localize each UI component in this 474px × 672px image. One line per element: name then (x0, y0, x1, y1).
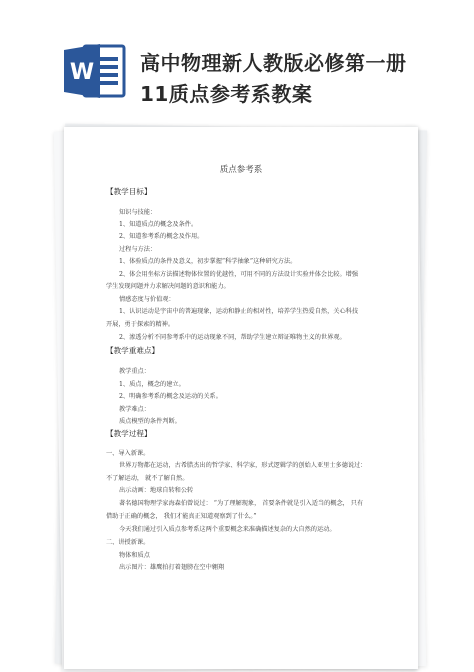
doc-line: 一、导入新课。 (106, 450, 150, 457)
doc-line: 2、知道参考系的概念及作用。 (119, 233, 204, 240)
document-page (64, 127, 418, 669)
doc-line: 教学难点： (119, 406, 150, 413)
doc-line: 教学重点： (119, 368, 150, 375)
doc-line: 质点模型的条件判断。 (119, 418, 181, 425)
doc-line: 1、知道质点的概念及条件。 (119, 221, 198, 228)
doc-line: 过程与方法： (119, 246, 157, 253)
doc-line: 物体和质点 (119, 552, 150, 559)
doc-line: 学生发现问题并力求解决问题的意识和能力。 (106, 283, 230, 290)
doc-line: 2、渗透分析不同参考系中的运动现象不同，帮助学生建立辩证唯物主义的世界观。 (119, 334, 346, 341)
section-heading-process: 【教学过程】 (106, 429, 152, 438)
doc-line: 开展，勇于探索的精神。 (106, 321, 175, 328)
doc-line: 二、讲授新课。 (106, 539, 150, 546)
doc-line: 出示图片：雄鹰拍打着翅膀在空中翱翔 (119, 564, 225, 571)
doc-line: 今天我们通过引入质点参考系这两个重要概念来准确描述复杂的大自然的运动。 (119, 526, 336, 533)
section-heading-objectives: 【教学目标】 (106, 187, 152, 196)
word-document-icon (62, 42, 126, 100)
doc-line: 知识与技能： (119, 209, 157, 216)
header (0, 0, 474, 125)
doc-line: 出示动画：地球自转和公转 (119, 487, 194, 494)
doc-line: 著名德国物理学家海森伯曾说过： “为了理解现象， 首要条件就是引入适当的概念， 只有 (119, 500, 364, 507)
doc-line: 2、明确参考系的概念及运动的关系。 (119, 393, 222, 400)
doc-line: 2、体会用坐标方法描述物体位置的优越性，可用不同的方法设计实验并体会比较。增强 (119, 271, 359, 278)
doc-line: 1、体验质点的条件及意义，初步掌握“科学抽象”这种研究方法。 (119, 258, 297, 265)
section-heading-key-points: 【教学重难点】 (106, 346, 160, 355)
doc-line: 不了解运动， 就不了解自然。 (106, 475, 189, 482)
doc-line: 1、质点，概念的建立。 (119, 381, 185, 388)
document-title: 质点参考系 (219, 165, 263, 175)
doc-line: 情感态度与价值观： (119, 296, 175, 303)
doc-line: 世界万物都在运动，古希腊杰出的哲学家、科学家，形式逻辑学的创始人亚里士多德说过： (119, 462, 367, 469)
doc-line: 借助于正确的概念， 我们才能真正知道观察到了什么。” (106, 513, 257, 520)
page-title-line-1: 高中物理新人教版必修第一册 (140, 51, 407, 75)
doc-line: 1、认识运动是宇宙中的普遍现象，运动和静止的相对性，培养学生热爱自然，关心科技 (119, 308, 359, 315)
word-icon-letter: W (69, 60, 95, 85)
page-title-line-2: 11质点参考系教案 (140, 82, 313, 106)
